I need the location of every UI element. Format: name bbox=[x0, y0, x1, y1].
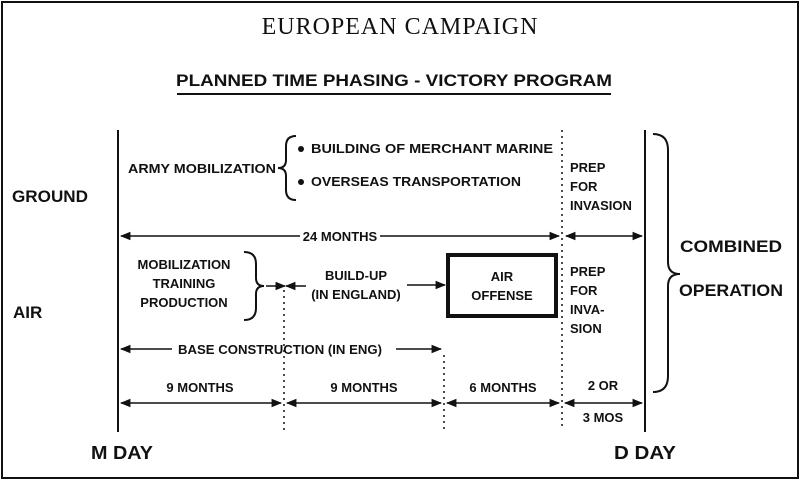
duration-24-months: 24 MONTHS bbox=[302, 229, 378, 244]
buildup-line-1: BUILD-UP bbox=[324, 268, 388, 283]
air-offense-line-1: AIR bbox=[490, 269, 514, 284]
base-construction-label: BASE CONSTRUCTION (IN ENG) bbox=[178, 342, 382, 357]
combined-line-1: COMBINED bbox=[680, 237, 782, 256]
bullet-merchant-marine: BUILDING OF MERCHANT MARINE bbox=[311, 141, 554, 156]
final-phase-line-1: 2 OR bbox=[587, 378, 619, 393]
air-prep-line-3: INVA- bbox=[570, 302, 605, 317]
diagram-subtitle: PLANNED TIME PHASING - VICTORY PROGRAM bbox=[176, 71, 612, 90]
bullet-dot bbox=[298, 179, 304, 185]
air-offense-box bbox=[448, 255, 556, 316]
ground-brace bbox=[278, 136, 296, 200]
diagram-title: EUROPEAN CAMPAIGN bbox=[261, 14, 539, 40]
bullet-overseas-transportation: OVERSEAS TRANSPORTATION bbox=[311, 174, 521, 189]
air-mobilization-line-2: TRAINING bbox=[152, 276, 216, 291]
ground-prep-line-3: INVASION bbox=[570, 198, 632, 213]
air-prep-line-2: FOR bbox=[570, 283, 598, 298]
final-phase-line-2: 3 MOS bbox=[582, 410, 624, 425]
ground-prep-line-2: FOR bbox=[570, 179, 598, 194]
army-mobilization-label: ARMY MOBILIZATION bbox=[128, 161, 276, 176]
row-label-ground: GROUND bbox=[12, 187, 88, 206]
air-mobilization-line-3: PRODUCTION bbox=[140, 295, 228, 310]
phase-1-duration: 9 MONTHS bbox=[166, 380, 234, 395]
air-prep-line-4: SION bbox=[570, 321, 602, 336]
air-brace bbox=[244, 252, 264, 320]
m-day-label: M DAY bbox=[91, 443, 153, 463]
air-offense-line-2: OFFENSE bbox=[471, 288, 533, 303]
air-mobilization-line-1: MOBILIZATION bbox=[137, 257, 231, 272]
buildup-line-2: (IN ENGLAND) bbox=[311, 287, 401, 302]
combined-line-2: OPERATION bbox=[679, 281, 783, 300]
d-day-label: D DAY bbox=[614, 443, 676, 463]
air-prep-line-1: PREP bbox=[570, 264, 606, 279]
phase-2-duration: 9 MONTHS bbox=[330, 380, 398, 395]
bullet-dot bbox=[298, 146, 304, 152]
ground-prep-line-1: PREP bbox=[570, 160, 606, 175]
combined-brace bbox=[653, 134, 680, 392]
row-label-air: AIR bbox=[13, 303, 43, 322]
phase-3-duration: 6 MONTHS bbox=[469, 380, 537, 395]
